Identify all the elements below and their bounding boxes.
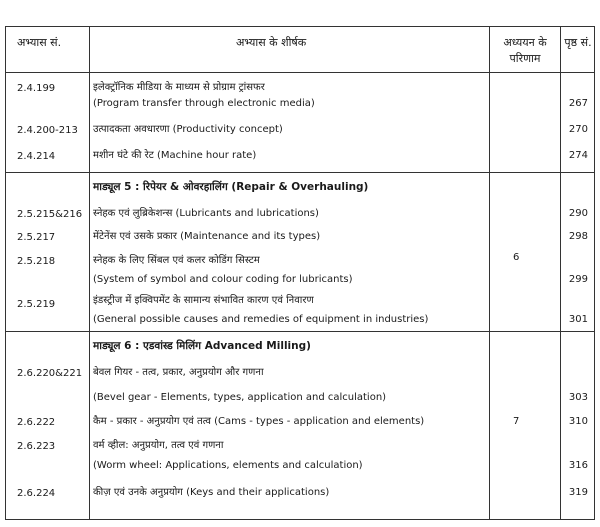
column-divider [489, 27, 490, 519]
exercise-title: उत्पादकता अवधारणा (Productivity concept) [93, 124, 283, 135]
exercise-no: 2.6.222 [17, 417, 56, 428]
page-number: 303 [568, 392, 588, 403]
exercise-title-english: (Program transfer through electronic media) [93, 98, 315, 109]
page-number: 290 [568, 208, 588, 219]
learning-outcome-value: 7 [513, 416, 520, 427]
exercise-title-english: (Bevel gear - Elements, types, application and calculation) [93, 392, 387, 403]
exercise-title-english: (System of symbol and colour coding for lubricants) [93, 274, 353, 285]
page-number: 316 [568, 460, 588, 471]
exercise-no: 2.4.214 [17, 151, 56, 162]
exercise-title: स्नेहक एवं लुब्रिकेशन्स (Lubricants and lubrications) [93, 208, 319, 219]
page-number: 299 [568, 274, 588, 285]
header-learning-outcome: अध्ययन के परिणाम [503, 36, 547, 65]
header-exercise-title: अभ्यास के शीर्षक [236, 36, 307, 49]
page-number: 319 [568, 487, 588, 498]
column-divider [89, 27, 90, 519]
page-number: 301 [568, 314, 588, 325]
exercise-title: मेंटेनेंस एवं उसके प्रकार (Maintenance and its types) [93, 231, 321, 242]
exercise-title-english: (General possible causes and remedies of equipment in industries) [93, 314, 429, 325]
module-heading: माड्यूल 6 : एडवांस्ड मिलिंग Advanced Milling) [93, 340, 311, 352]
exercise-no: 2.6.224 [17, 488, 56, 499]
exercise-index-table [5, 26, 595, 520]
page-number: 274 [568, 150, 588, 161]
exercise-title-hindi: स्नेहक के लिए सिंबल एवं कलर कोडिंग सिस्टम [93, 255, 260, 266]
header-page-no: पृष्ठ सं. [564, 36, 592, 49]
exercise-no: 2.4.200-213 [17, 125, 78, 136]
exercise-title-hindi: वर्म व्हील: अनुप्रयोग, तत्व एवं गणना [93, 440, 224, 451]
section-divider [6, 172, 594, 173]
learning-outcome-value: 6 [513, 252, 520, 263]
section-divider [6, 331, 594, 332]
exercise-title: कैम - प्रकार - अनुप्रयोग एवं तत्व (Cams - types - application and elements) [93, 416, 425, 427]
header-exercise-no: अभ्यास सं. [17, 36, 62, 49]
module-heading: माड्यूल 5 : रिपेयर & ओवरहालिंग (Repair & Overhauling) [93, 181, 369, 193]
exercise-no: 2.5.215&216 [17, 209, 83, 220]
page-number: 270 [568, 124, 588, 135]
exercise-no: 2.5.218 [17, 256, 56, 267]
exercise-title-hindi: इंडस्ट्रीज में इक्विपमेंट के सामान्य संभावित कारण एवं निवारण [93, 295, 314, 306]
exercise-title-hindi: इलेक्ट्रॉनिक मीडिया के माध्यम से प्रोग्राम ट्रांसफर [93, 82, 265, 93]
page-number: 298 [568, 231, 588, 242]
exercise-no: 2.6.220&221 [17, 368, 83, 379]
page-number: 310 [568, 416, 588, 427]
exercise-title-hindi: बेवल गियर - तत्व, प्रकार, अनुप्रयोग और गणना [93, 367, 264, 378]
column-divider [560, 27, 561, 519]
exercise-no: 2.5.217 [17, 232, 56, 243]
exercise-no: 2.5.219 [17, 299, 56, 310]
exercise-no: 2.6.223 [17, 441, 56, 452]
exercise-title: कीज़ एवं उनके अनुप्रयोग (Keys and their applications) [93, 487, 330, 498]
header-divider [6, 72, 594, 73]
exercise-no: 2.4.199 [17, 83, 56, 94]
exercise-title: मशीन घंटे की रेट (Machine hour rate) [93, 150, 257, 161]
page-number: 267 [568, 98, 588, 109]
exercise-title-english: (Worm wheel: Applications, elements and calculation) [93, 460, 363, 471]
